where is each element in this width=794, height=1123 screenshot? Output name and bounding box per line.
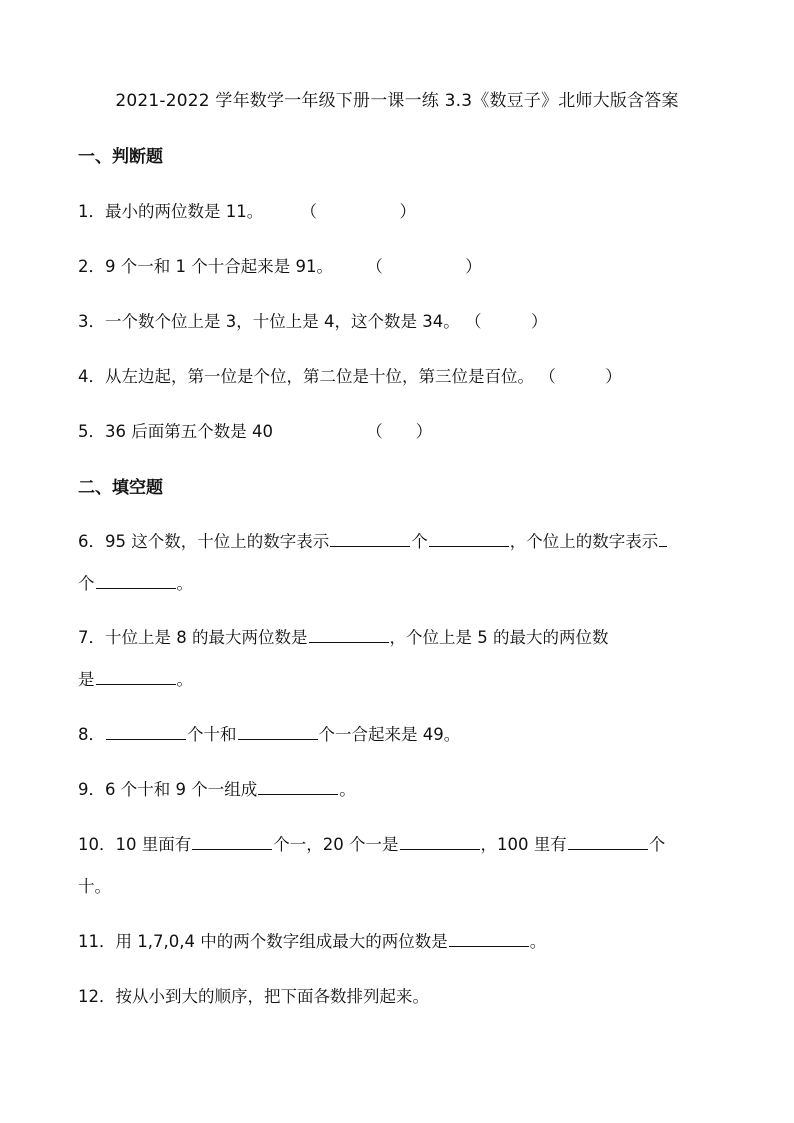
question-7-line-2 <box>78 666 193 690</box>
question-6-text-e: 。 <box>176 574 193 593</box>
question-2 <box>78 253 482 277</box>
question-6-text-d: 个 <box>78 574 95 593</box>
question-9 <box>78 776 356 800</box>
question-2-answer-paren: （ ） <box>366 257 482 276</box>
question-7-text-a: 7．十位上是 8 的最大两位数是 <box>78 628 308 647</box>
section-heading-judgement: 一、判断题 <box>78 147 163 167</box>
question-9-text-b: 。 <box>339 780 356 799</box>
answer-blank[interactable] <box>429 530 509 547</box>
question-10-text-c: ，100 里有 <box>480 835 567 854</box>
question-7-text-b: ，个位上是 5 的最大的两位数 <box>389 628 609 647</box>
question-10-line-1 <box>78 831 665 855</box>
question-10-line-2 <box>78 873 111 897</box>
question-5 <box>78 418 432 442</box>
question-11-text-b: 。 <box>529 932 547 951</box>
question-12-text: 12．按从小到大的顺序，把下面各数排列起来。 <box>78 987 429 1006</box>
question-7-line-1 <box>78 624 609 648</box>
answer-blank[interactable] <box>192 833 272 850</box>
answer-blank[interactable] <box>330 530 410 547</box>
question-3-answer-paren: （ ） <box>464 312 548 331</box>
question-6-line-2 <box>78 570 193 594</box>
question-10-text-d: 个 <box>648 835 666 854</box>
question-8-text-b: 个十和 <box>187 725 237 744</box>
answer-blank[interactable] <box>400 833 480 850</box>
question-4 <box>78 363 622 387</box>
answer-blank[interactable] <box>309 626 389 643</box>
question-4-text: 4．从左边起，第一位是个位，第二位是十位，第三位是百位。 <box>78 367 534 386</box>
section-heading-fill-in: 二、填空题 <box>78 478 163 498</box>
answer-blank[interactable] <box>659 530 667 547</box>
answer-blank[interactable] <box>258 778 338 795</box>
answer-blank[interactable] <box>238 723 318 740</box>
question-6-text-b: 个 <box>411 532 428 551</box>
question-7-text-c: 是 <box>78 670 95 689</box>
question-1-answer-paren: （ ） <box>300 202 416 221</box>
question-4-answer-paren: （ ） <box>539 367 622 386</box>
question-5-text: 5．36 后面第五个数是 40 <box>78 422 273 441</box>
question-8-text-c: 个一合起来是 49。 <box>318 725 461 744</box>
question-5-answer-paren: （ ） <box>366 422 433 441</box>
question-1-text: 1．最小的两位数是 11。 <box>78 202 264 221</box>
answer-blank[interactable] <box>96 572 176 589</box>
question-10-text-a: 10．10 里面有 <box>78 835 192 854</box>
question-12 <box>78 983 429 1007</box>
question-7-text-d: 。 <box>176 670 193 689</box>
question-10-text-b: 个一，20 个一是 <box>273 835 399 854</box>
question-6-text-c: ，个位上的数字表示 <box>509 532 659 551</box>
question-3 <box>78 308 547 332</box>
answer-blank[interactable] <box>106 723 186 740</box>
question-11-text-a: 11．用 1,7,0,4 中的两个数字组成最大的两位数是 <box>78 932 448 951</box>
question-6-text-a: 6．95 这个数，十位上的数字表示 <box>78 532 330 551</box>
question-10-text-e: 十。 <box>78 877 111 896</box>
answer-blank[interactable] <box>568 833 648 850</box>
question-8-text-a: 8． <box>78 725 105 744</box>
page-title: 2021-2022 学年数学一年级下册一课一练 3.3《数豆子》北师大版含答案 <box>115 91 679 111</box>
question-8 <box>78 721 460 745</box>
question-6-line-1 <box>78 528 668 552</box>
question-11 <box>78 928 546 952</box>
answer-blank[interactable] <box>449 930 529 947</box>
question-2-text: 2．9 个一和 1 个十合起来是 91。 <box>78 257 333 276</box>
question-9-text-a: 9．6 个十和 9 个一组成 <box>78 780 258 799</box>
question-3-text: 3．一个数个位上是 3，十位上是 4，这个数是 34。 <box>78 312 460 331</box>
question-1 <box>78 198 416 222</box>
answer-blank[interactable] <box>96 668 176 685</box>
